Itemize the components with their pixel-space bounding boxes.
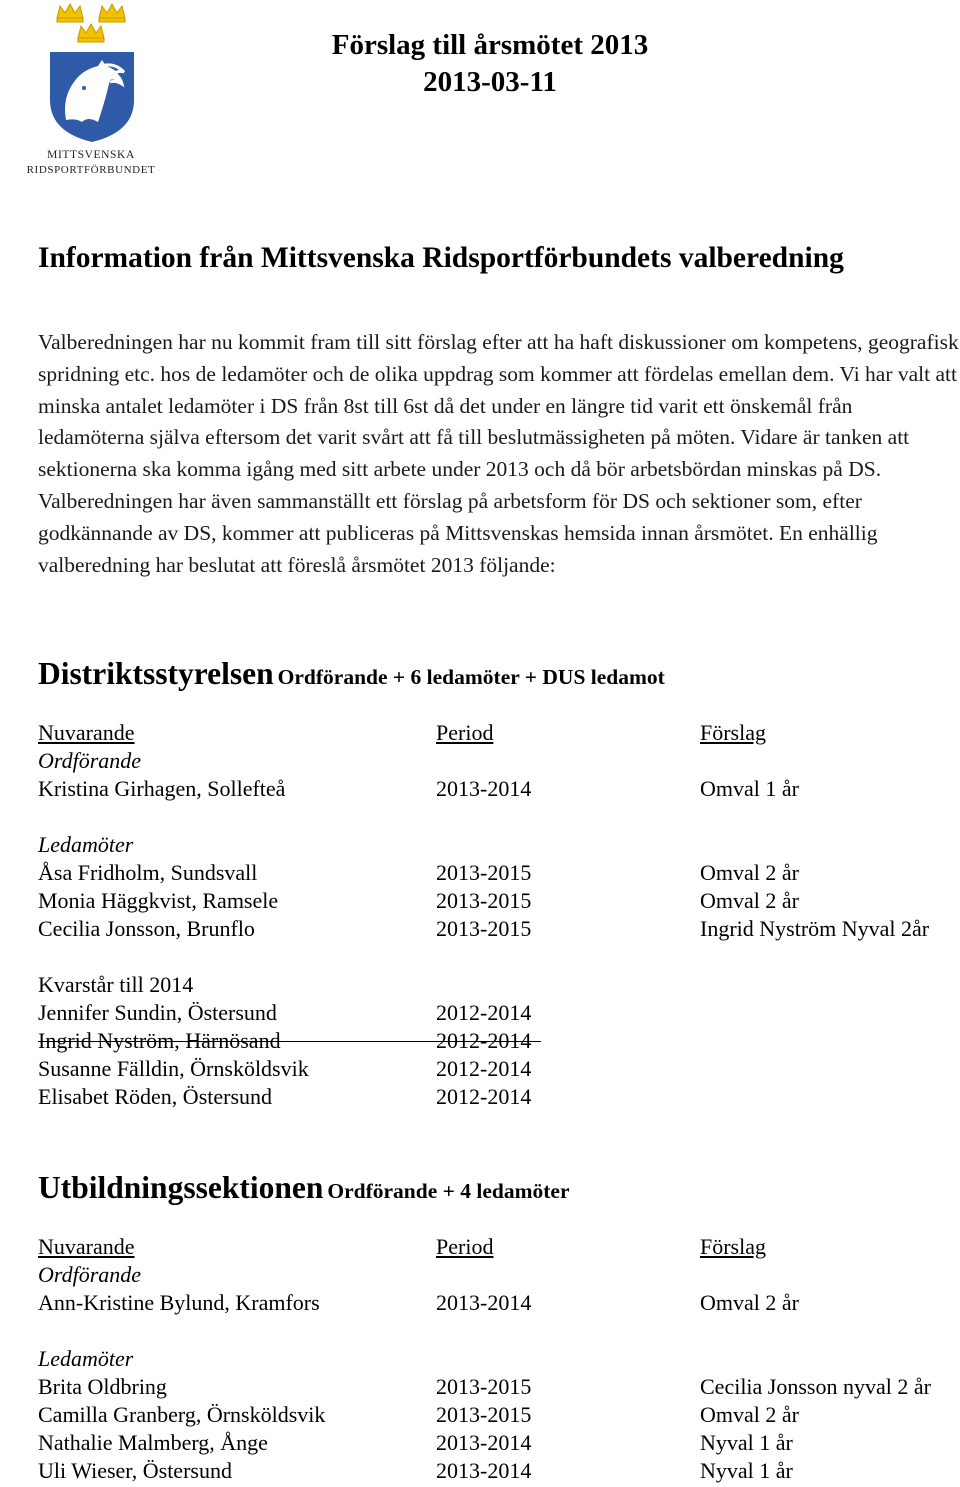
table-row-struck: [0, 1027, 960, 1055]
member-name: Uli Wieser, Östersund: [38, 1458, 232, 1483]
ds-members-label-row: [0, 831, 960, 859]
member-proposal: Nyval 1 år: [700, 1430, 793, 1455]
member-period: 2013-2015: [436, 1402, 532, 1427]
member-name: Susanne Fälldin, Örnsköldsvik: [38, 1056, 309, 1081]
member-proposal: Omval 2 år: [700, 888, 799, 913]
table-row: [0, 859, 960, 887]
us-column-headers: [0, 1233, 960, 1261]
us-members-label-row: [0, 1345, 960, 1373]
chair-label: Ordförande: [38, 748, 142, 773]
col-current: Nuvarande: [38, 1234, 135, 1259]
ds-subtitle: Ordförande + 6 ledamöter + DUS ledamot: [277, 665, 665, 689]
table-row: [0, 1429, 960, 1457]
ds-remaining-label-row: [0, 971, 960, 999]
member-period: 2013-2014: [436, 1458, 532, 1483]
page-heading: Information från Mittsvenska Ridsportförbundets valberedning: [38, 242, 844, 274]
us-chair-label-row: [0, 1261, 960, 1289]
table-row: [0, 887, 960, 915]
member-period: 2012-2014: [436, 1084, 532, 1109]
member-period: 2013-2015: [436, 1374, 532, 1399]
col-period: Period: [436, 720, 494, 745]
col-proposal: Förslag: [700, 720, 766, 745]
table-row: [0, 1373, 960, 1401]
member-name: Elisabet Röden, Östersund: [38, 1084, 273, 1109]
col-current: Nuvarande: [38, 720, 135, 745]
strikethrough-line: [38, 1041, 541, 1042]
member-proposal: Ingrid Nyström Nyval 2år: [700, 916, 930, 941]
table-row: [0, 1055, 960, 1083]
member-proposal: Omval 2 år: [700, 860, 799, 885]
member-name: Jennifer Sundin, Östersund: [38, 1000, 277, 1025]
member-period: 2013-2015: [436, 888, 532, 913]
member-period: 2012-2014: [436, 1000, 532, 1025]
table-row: [0, 1289, 960, 1317]
chair-label: Ordförande: [38, 1262, 142, 1287]
ds-column-headers: [0, 719, 960, 747]
col-proposal: Förslag: [700, 1234, 766, 1259]
member-name: Camilla Granberg, Örnsköldsvik: [38, 1402, 326, 1427]
remaining-label: Kvarstår till 2014: [38, 972, 194, 997]
table-row: [0, 915, 960, 943]
member-proposal: Omval 1 år: [700, 776, 799, 801]
col-period: Period: [436, 1234, 494, 1259]
member-name: Cecilia Jonsson, Brunflo: [38, 916, 255, 941]
members-label: Ledamöter: [38, 832, 134, 857]
member-period: 2012-2014: [436, 1056, 532, 1081]
member-period: 2013-2014: [436, 1430, 532, 1455]
table-row: [0, 775, 960, 803]
us-title: Utbildningssektionen: [38, 1170, 324, 1205]
member-period: 2013-2014: [436, 1290, 532, 1315]
member-proposal: Nyval 1 år: [700, 1458, 793, 1483]
member-name: Monia Häggkvist, Ramsele: [38, 888, 279, 913]
member-period: 2013-2015: [436, 916, 532, 941]
us-subtitle: Ordförande + 4 ledamöter: [327, 1179, 570, 1203]
us-section-heading: [38, 1172, 570, 1204]
table-row: [0, 999, 960, 1027]
member-name: Ann-Kristine Bylund, Kramfors: [38, 1290, 320, 1315]
logo-line1: MITTSVENSKA: [47, 149, 135, 161]
member-name: Ingrid Nyström, Härnösand: [38, 1028, 281, 1053]
member-proposal: Omval 2 år: [700, 1290, 799, 1315]
member-period: 2012-2014: [436, 1028, 532, 1053]
member-name: Nathalie Malmberg, Ånge: [38, 1430, 268, 1455]
member-proposal: Omval 2 år: [700, 1402, 799, 1427]
members-label: Ledamöter: [38, 1346, 134, 1371]
member-period: 2013-2014: [436, 776, 532, 801]
member-name: Brita Oldbring: [38, 1374, 167, 1399]
logo-line2: RIDSPORTFÖRBUNDET: [26, 164, 156, 176]
ds-chair-label-row: [0, 747, 960, 775]
ds-title: Distriktsstyrelsen: [38, 656, 274, 691]
table-row: [0, 1401, 960, 1429]
member-name: Åsa Fridholm, Sundsvall: [38, 860, 258, 885]
member-period: 2013-2015: [436, 860, 532, 885]
document-date: 2013-03-11: [423, 66, 557, 98]
table-row: [0, 1083, 960, 1111]
ds-section-heading: [38, 658, 665, 690]
member-proposal: Cecilia Jonsson nyval 2 år: [700, 1374, 931, 1399]
member-name: Kristina Girhagen, Sollefteå: [38, 776, 286, 801]
intro-paragraph: Valberedningen har nu kommit fram till sitt förslag efter att ha haft diskussioner om kompetens, geografisk spridning etc. hos de ledamöter och de olika uppdrag som kommer att fördelas emellan dem. Vi har valt att minska antalet ledamöter i DS från 8st till 6st då det under en längre tid varit ett önskemål från ledamöterna själva eftersom det varit svårt att få till beslutmässigheten på möten. Vidare är tanken att sektionerna ska komma igång med sitt arbete under 2013 och då bör arbetsbördan minskas på DS. Valberedningen har även sammanställt ett förslag på arbetsform för DS och sektioner som, efter godkännande av DS, kommer att publiceras på Mittsvenskas hemsida innan årsmötet. En enhällig valberedning har beslutat att föreslå årsmötet 2013 följande:: [38, 330, 959, 577]
document-title: Förslag till årsmötet 2013: [331, 29, 649, 61]
table-row: [0, 1457, 960, 1485]
